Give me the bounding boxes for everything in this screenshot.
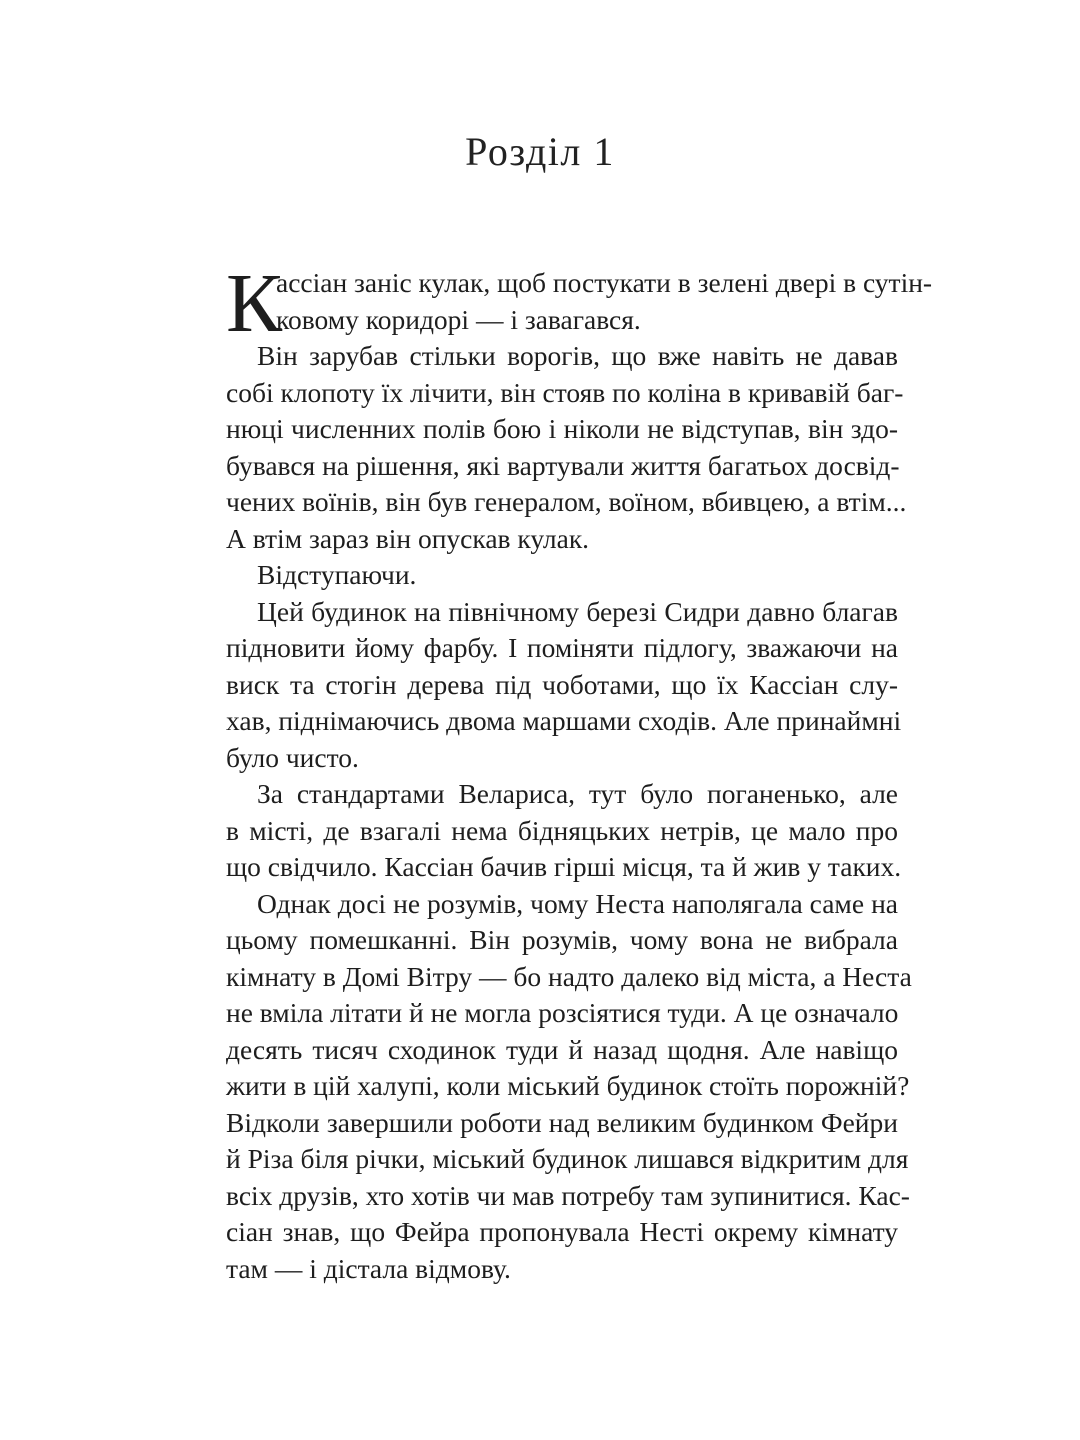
text-line-content: За стандартами Велариса, тут було поганенько, але [257,778,898,809]
text-line [226,740,898,777]
text-line [226,302,898,339]
text-line-content: було чисто. [226,741,359,773]
text-line-content: ковому коридорі — і завагався. [276,303,641,335]
text-line-content: всіх друзів, хто хотів чи мав потребу там зупинитися. Кас- [226,1179,910,1211]
chapter-title: Розділ 1 [465,129,615,174]
text-line [226,922,898,959]
text-line [226,1178,910,1215]
text-line [226,776,898,813]
text-line [226,411,898,448]
text-line-content: підновити йому фарбу. І поміняти підлогу, зважаючи на [226,632,898,663]
text-line [226,813,898,850]
text-line [226,1251,898,1288]
text-line [226,1105,898,1142]
text-line [226,448,898,485]
body-text [226,265,933,1287]
text-line-content: жити в цій халупі, коли міський будинок стоїть порожній? [226,1070,910,1101]
text-line [226,630,898,667]
text-line [226,375,904,412]
text-line-content: й Різа біля річки, міський будинок лишався відкритим для [226,1143,909,1174]
text-line [226,849,902,886]
text-line [226,484,907,521]
text-line [226,995,898,1032]
text-line-content: що свідчило. Кассіан бачив гірші місця, та й жив у таких. [226,851,902,882]
text-line-content: Однак досі не розумів, чому Неста наполягала саме на [257,887,898,919]
text-line-content: собі клопоту їх лічити, він стояв по коліна в кривавій баг- [226,376,904,408]
text-line-content: Відколи завершили роботи над великим будинком Фейри [226,1106,898,1138]
text-line [226,1068,910,1105]
text-line [226,338,898,375]
text-line [226,265,933,302]
text-line [226,959,912,996]
text-line-content: не вміла літати й не могла розсіятися туди. А це означало [226,997,899,1028]
text-line-content: Він зарубав стільки ворогів, що вже навіть не давав [257,340,898,371]
text-line [226,1214,898,1251]
text-line-content: десять тисяч сходинок туди й назад щодня. Але навіщо [226,1033,898,1065]
text-line-content: в місті, де взагалі нема бідняцьких нетрів, це мало про [226,814,898,846]
text-line-content: сіан знав, що Фейра пропонувала Несті окрему кімнату [226,1216,898,1247]
text-line-content: кімнату в Домі Вітру — бо надто далеко від міста, а Неста [226,960,912,992]
text-line-content: виск та стогін дерева під чоботами, що їх Кассіан слу- [226,668,898,700]
text-line-content: А втім зараз він опускав кулак. [226,522,590,554]
text-line [226,594,898,631]
text-line [226,1141,909,1178]
text-line [226,1032,898,1069]
text-line [226,667,898,704]
text-line-content: Відступаючи. [257,559,417,590]
text-line-content: чених воїнів, він був генералом, воїном, вбивцею, а втім... [226,486,907,517]
text-line-content: ассіан заніс кулак, щоб постукати в зелені двері в сутін- [276,267,933,298]
text-line-content: хав, піднімаючись двома маршами сходів. Але принаймні [226,705,902,736]
text-line [226,703,902,740]
text-line-content: Цей будинок на північному березі Сидри давно благав [257,595,898,627]
text-line-content: бувався на рішення, які вартували життя багатьох досвід- [226,449,900,481]
text-line [226,886,898,923]
text-line-content: там — і дістала відмову. [226,1252,511,1284]
text-line-content: цьому помешканні. Він розумів, чому вона не вибрала [226,924,898,955]
text-line [226,521,898,558]
text-line [226,557,898,594]
text-line-content: нюці численних полів бою і ніколи не відступав, він здо- [226,413,898,444]
drop-cap-letter: К [226,257,283,350]
